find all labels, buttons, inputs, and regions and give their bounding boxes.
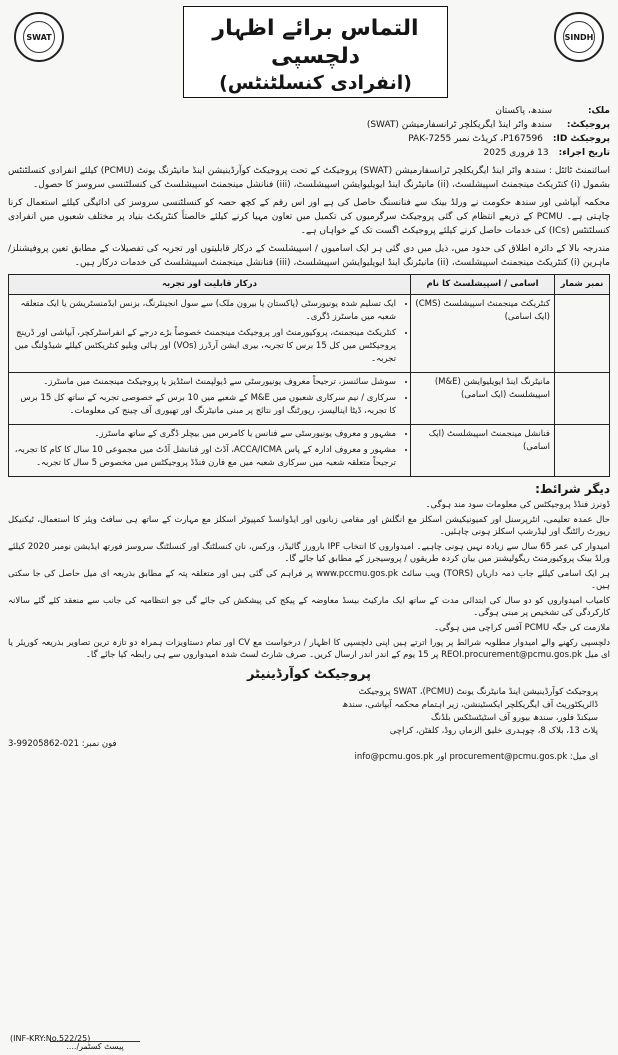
country-row (8, 104, 610, 118)
country-label: ملک: (587, 106, 610, 116)
project-value: سندھ واٹر اینڈ ایگریکلچر ٹرانسفارمیشن (SWAT) (366, 120, 552, 130)
conditions-title: دیگر شرائط: (535, 482, 610, 496)
condition-item: حال عمدہ تعلیمی، انٹرپرسنل اور کمیونیکیشن اسکلز مع انگلش اور مقامی زبانوں اور ایڈوانسڈ کمپیوٹر اسکلز مع مہارت کے ساتھ ہی سافٹ ویئر کا استعمال، ٹیکنیکل رپورٹ رائٹنگ اور لیڈرشپ اسکلز ہونی چاہئیں۔ (8, 515, 610, 537)
date-label: تاریخ اجراء: (558, 148, 610, 158)
meta-block (8, 104, 610, 160)
row-number (555, 373, 610, 425)
project-row (8, 118, 610, 132)
requirements-table (8, 274, 610, 477)
qualification-cell (9, 373, 411, 425)
condition-item: ملازمت کی جگہ PCMU آفس کراچی میں ہوگی۔ (434, 623, 610, 633)
title-line-2: (انفرادی کنسلٹنٹس) (219, 72, 412, 94)
project-label: پروجیکٹ: (566, 120, 610, 130)
qualification-cell (9, 295, 411, 373)
position-name: کنٹریکٹ مینجمنٹ اسپیشلسٹ (CMS) (ایک اسامی) (411, 295, 555, 373)
intro-paragraph-2: محکمہ آبپاشی اور سندھ حکومت نے ورلڈ بینک سے فنانسنگ حاصل کی ہے اور اس رقم کے کچھ حصہ کو کنسلٹنسی سروسز کی ادائیگی کیلئے استعمال کرنا چاہتی ہے۔ PCMU کے ذریعے انتظام کی گئی پروجیکٹ سرگرمیوں کی تکمیل میں تعاون مہیا کرنے کیلئے خالصتاً کنٹریکٹ بنیاد پر مختلف شعبوں میں انفرادی کنسلٹنٹس (ICs) کی خدمات حاصل کرنے کیلئے پروجیکٹ اگست تک کے خواہاں ہے۔ (8, 198, 610, 236)
table-row (9, 373, 610, 425)
qualification-item: • مشہور و معروف ادارہ کے پاس ACCA/ICMA، آڈٹ اور فنانشل آڈٹ میں مجموعی 10 سال کا کام کا تجربہ، ترجیحاً متعلقہ شعبہ میں سرکاری شعبہ میں مع فارن فنڈڈ پروجیکٹس میں مخصوص 5 سال کا تجربہ۔ (13, 444, 396, 470)
row-number (555, 425, 610, 477)
seal-right-text: SINDH (563, 21, 595, 53)
date-value: 13 فروری 2025 (483, 148, 549, 158)
title-line-1: التماس برائے اظہار دلچسپی (212, 16, 419, 69)
date-row (8, 146, 610, 160)
conditions-list (8, 499, 610, 661)
condition-item: امیدوار کی عمر 65 سال سے زیادہ نہیں ہونی چاہیے۔ امیدواروں کا انتخاب IPF بارورز گائیڈز، ورکس، نان کنسلٹنگ اور کنسلٹنگ سروسز فورتھ ایڈیشن نومبر 2020 کیلئے ورلڈ بینک پروکیورمنٹ ریگولیشنز میں بیان کردہ طریقوں / پروسیجرز کے مطابق کیا جائے گا۔ (8, 542, 610, 564)
table-header-name: اسامی / اسپیشلسٹ کا نام (411, 275, 555, 295)
position-name: فنانشل مینجمنٹ اسپیشلسٹ (ایک اسامی) (411, 425, 555, 477)
title-box (183, 6, 448, 98)
qualification-item: • کنٹریکٹ مینجمنٹ، پروکیورمنٹ اور پروجیکٹ مینجمنٹ خصوصاً بڑے درجے کے انفراسٹرکچر، آبپاشی اور ڈرینج پروجیکٹس میں کل 15 برس کا تجربہ، بیری ایشن آرڈرز (VOs) اور ہائی ویلیو کنٹریکٹس کیلئے شیڈولنگ میں تجربہ۔ (13, 327, 396, 366)
project-id-row (8, 132, 610, 146)
address-line-3: سیکنڈ فلور، سندھ بیورو آف اسٹیٹسٹکس بلڈنگ (431, 713, 598, 723)
seal-left-text: SWAT (23, 21, 55, 53)
qualification-item: • سرکاری / نیم سرکاری شعبوں میں M&E کے شعبے میں 10 برس کے خصوصی تجربہ کے ساتھ کل 15 برس کا تجربہ، ڈیٹا اینالیسز، رپورٹنگ اور نتائج پر مبنی مانیٹرنگ اور تھیوری آف چینج کی معلومات۔ (13, 392, 396, 418)
position-name: مانیٹرنگ اینڈ ایویلیوایشن (M&E) اسپیشلسٹ (ایک اسامی) (411, 373, 555, 425)
phone-number: فون نمبر: 021-99205862-3 (8, 739, 117, 749)
right-seal-icon (554, 12, 604, 62)
country-value: سندھ، پاکستان (495, 106, 552, 116)
row-number (555, 295, 610, 373)
table-header-qualification: درکار قابلیت اور تجربہ (9, 275, 411, 295)
footer-title: پروجیکٹ کوآرڈینیٹر (247, 667, 371, 682)
office-address (8, 686, 598, 764)
intro-paragraph-1: اسائنمنٹ ٹائٹل : سندھ واٹر اینڈ ایگریکلچر ٹرانسفارمیشن (SWAT) پروجیکٹ کے تحت پروجیکٹ کوآرڈینیشن اینڈ مانیٹرنگ یونٹ (PCMU) کیلئے انفرادی کنسلٹنٹس بشمول (i) کنٹریکٹ مینجمنٹ اسپیشلسٹ، (ii) مانیٹرنگ اینڈ ایویلیوایشن اسپیشلسٹ، (iii) فنانشل مینجمنٹ اسپیشلسٹ کی کنسلٹنسی سروسز کا حصول۔ (8, 166, 610, 190)
condition-item: ڈونرز فنڈڈ پروجیکٹس کی معلومات سود مند ہوگی۔ (425, 500, 610, 510)
address-line-2: ڈائریکٹوریٹ آف ایگریکلچر ایکسٹینشن، زیر اہتمام محکمہ آبپاشی، سندھ (342, 700, 598, 710)
qualification-item: • سوشل سائنسز، ترجیحاً معروف یونیورسٹی سے ڈیولپمنٹ اسٹڈیز یا پروجیکٹ مینجمنٹ میں ماسٹرز۔ (13, 376, 396, 389)
reference-number: (INF-KRY:No.522/25) (10, 1034, 91, 1043)
qualification-item: • ایک تسلیم شدہ یونیورسٹی (پاکستان یا بیرون ملک) سے سول انجینئرنگ، بزنس ایڈمنسٹریشن یا ایک متعلقہ شعبہ میں ماسٹرز ڈگری۔ (13, 298, 396, 324)
address-line-1: پروجیکٹ کوآرڈینیشن اینڈ مانیٹرنگ یونٹ (PCMU)، SWAT پروجیکٹ (358, 687, 598, 697)
project-id-label: پروجیکٹ ID: (552, 134, 610, 144)
project-id-value: P167596، کریڈٹ نمبر 7255-PAK (408, 134, 543, 144)
qualification-item: • مشہور و معروف یونیورسٹی سے فنانس یا کامرس میں بیچلر ڈگری کے ساتھ ماسٹرز۔ (13, 428, 396, 441)
email-address[interactable]: ای میل: procurement@pcmu.gos.pk اور info@pcmu.gos.pk (354, 752, 598, 762)
left-seal-icon (14, 12, 64, 62)
condition-item: ہر ایک اسامی کیلئے جاب ذمہ داریاں (TORS) ویب سائٹ www.pccmu.gos.pk پر فراہم کی گئی ہیں اور متعلقہ پتہ کے مطابق بذریعہ ای میل حاصل کی جا سکتی ہیں۔ (8, 569, 610, 591)
table-row (9, 425, 610, 477)
stamp-text: پیسٹ کسٹمر/.... (50, 1041, 140, 1051)
header (8, 6, 610, 102)
table-header-number: نمبر شمار (555, 275, 610, 295)
intro-paragraph-3: مندرجہ بالا کے دائرہ اطلاق کی حدود میں، ذیل میں دی گئی ہر ایک اسامیوں / اسپیشلسٹ کے درکار قابلیتوں اور تجربہ کی تفصیلات کے مطابق تعین پروفیشنلز/ ماہرین (i) کنٹریکٹ مینجمنٹ اسپیشلسٹ، (ii) مانیٹرنگ اینڈ ایویلیوایشن اسپیشلسٹ، (iii) فنانشل مینجمنٹ اسپیشلسٹ کی خدمات درکار ہیں۔ (8, 244, 610, 268)
condition-item: دلچسپی رکھنے والے امیدوار مطلوبہ شرائط پر پورا اترتے ہیں اپنی دلچسپی کا اظہار / درخواست مع CV اور تمام دستاویزات ہمراہ دو تازہ ترین تصاویر بذریعہ کوریئر یا ای میل REOI.procurement@pcmu.gos.pk پر 15 یوم کے اندر اندر ارسال کریں۔ صرف شارٹ لسٹ شدہ امیدواروں سے ہی رابطہ کیا جائے گا۔ (8, 638, 610, 660)
table-row (9, 295, 610, 373)
condition-item: کامیاب امیدواروں کو دو سال کی ابتدائی مدت کے ساتھ ایک مارکیٹ بیسڈ معاوضہ کے پیکج کی پیشکش کی جائے گی جو انتظامیہ کی جانب سے منعقد کئے گئے سالانہ کارکردگی کی تشخیص پر مبنی ہوگی۔ (8, 596, 610, 618)
qualification-cell (9, 425, 411, 477)
address-line-4: پلاٹ 13، بلاک 8، چوہدری خلیق الزماں روڈ، کلفٹن، کراچی (389, 726, 598, 736)
